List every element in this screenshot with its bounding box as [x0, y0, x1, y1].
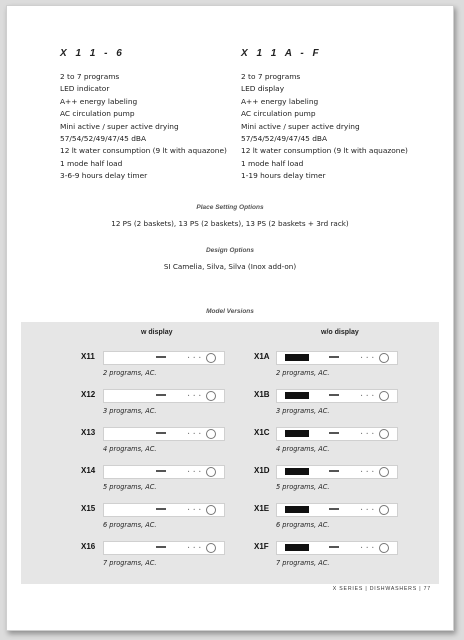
brand-logo-icon [156, 356, 166, 358]
feature-item: 1-19 hours delay timer [241, 171, 326, 181]
feature-item: 2 to 7 programs [60, 72, 120, 81]
model-code: X1C [254, 428, 270, 437]
program-knob-icon [379, 429, 389, 439]
control-buttons-icon: • • • [187, 545, 202, 550]
program-knob-icon [379, 505, 389, 515]
feature-item: 1 mode half load [60, 158, 123, 168]
brand-logo-icon [329, 470, 339, 472]
program-knob-icon [206, 543, 216, 553]
program-knob-icon [206, 429, 216, 439]
feature-item: 12 lt water consumption (9 lt with aquazone) [60, 146, 227, 156]
left-feature-list [60, 71, 240, 183]
feature-item: AC circulation pump [241, 109, 316, 119]
feature-item: 57/54/52/49/47/45 dBA [60, 134, 147, 144]
dishwasher-control-panel-image [103, 503, 225, 517]
control-buttons-icon: • • • [360, 507, 375, 512]
brand-logo-icon [156, 508, 166, 510]
led-display-icon [285, 544, 309, 551]
control-buttons-icon: • • • [360, 545, 375, 550]
model-code: X13 [81, 428, 96, 437]
feature-item: 3-6-9 hours delay timer [60, 171, 148, 181]
program-knob-icon [206, 467, 216, 477]
feature-item: 57/54/52/49/47/45 dBA [241, 134, 328, 144]
document-page [6, 5, 454, 631]
brand-logo-icon [329, 546, 339, 548]
led-display-icon [285, 354, 309, 361]
model-code: X14 [81, 466, 96, 475]
dishwasher-control-panel-image [103, 389, 225, 403]
feature-item: Mini active / super active drying [60, 121, 179, 131]
model-code: X1F [254, 542, 269, 551]
program-knob-icon [206, 391, 216, 401]
program-knob-icon [379, 467, 389, 477]
design-options-title: Design Options [205, 247, 255, 254]
model-caption: 7 programs, AC. [103, 559, 157, 567]
place-setting-text: 12 PS (2 baskets), 13 PS (2 baskets), 13 PS (2 baskets + 3rd rack) [111, 219, 349, 228]
brand-logo-icon [156, 470, 166, 472]
dishwasher-control-panel-image [103, 465, 225, 479]
model-code: X1D [254, 466, 270, 475]
left-spec-title: X 1 1 - 6 [60, 48, 125, 59]
dishwasher-control-panel-image [103, 427, 225, 441]
feature-item: 2 to 7 programs [241, 72, 301, 81]
model-versions-panel [21, 322, 439, 584]
feature-item: 1 mode half load [241, 158, 304, 168]
led-display-icon [285, 392, 309, 399]
control-buttons-icon: • • • [187, 431, 202, 436]
model-code: X1A [254, 352, 270, 361]
control-buttons-icon: • • • [360, 431, 375, 436]
dishwasher-control-panel-image [276, 541, 398, 555]
dishwasher-control-panel-image [276, 351, 398, 365]
control-buttons-icon: • • • [187, 355, 202, 360]
left-spec-column [60, 48, 240, 183]
feature-item: 12 lt water consumption (9 lt with aquazone) [241, 146, 408, 156]
control-buttons-icon: • • • [360, 355, 375, 360]
feature-item: LED indicator [60, 84, 110, 94]
right-feature-list [241, 71, 421, 183]
control-buttons-icon: • • • [360, 469, 375, 474]
model-caption: 3 programs, AC. [103, 407, 157, 415]
feature-item: LED display [241, 84, 285, 94]
control-buttons-icon: • • • [187, 469, 202, 474]
feature-item: Mini active / super active drying [241, 121, 360, 131]
control-buttons-icon: • • • [187, 393, 202, 398]
model-caption: 4 programs, AC. [103, 445, 157, 453]
without-display-header: w/o display [321, 329, 359, 336]
dishwasher-control-panel-image [103, 541, 225, 555]
with-display-header: w display [141, 329, 173, 336]
dishwasher-control-panel-image [276, 465, 398, 479]
model-code: X16 [81, 542, 96, 551]
model-caption: 5 programs, AC. [103, 483, 157, 491]
model-caption: 6 programs, AC. [276, 521, 330, 529]
program-knob-icon [206, 353, 216, 363]
model-caption: 2 programs, AC. [276, 369, 330, 377]
dishwasher-control-panel-image [103, 351, 225, 365]
model-caption: 2 programs, AC. [103, 369, 157, 377]
led-display-icon [285, 468, 309, 475]
feature-item: A++ energy labeling [60, 96, 138, 106]
dishwasher-control-panel-image [276, 503, 398, 517]
brand-logo-icon [329, 356, 339, 358]
right-spec-title: X 1 1 A - F [241, 48, 322, 59]
model-code: X11 [81, 352, 95, 361]
model-code: X1B [254, 390, 270, 399]
dishwasher-control-panel-image [276, 389, 398, 403]
program-knob-icon [379, 391, 389, 401]
model-caption: 5 programs, AC. [276, 483, 330, 491]
model-versions-title: Model Versions [206, 308, 254, 315]
model-caption: 3 programs, AC. [276, 407, 330, 415]
brand-logo-icon [329, 432, 339, 434]
brand-logo-icon [156, 546, 166, 548]
control-buttons-icon: • • • [187, 507, 202, 512]
feature-item: AC circulation pump [60, 109, 135, 119]
model-code: X1E [254, 504, 270, 513]
dishwasher-control-panel-image [276, 427, 398, 441]
brand-logo-icon [156, 394, 166, 396]
model-caption: 7 programs, AC. [276, 559, 330, 567]
led-display-icon [285, 506, 309, 513]
model-caption: 4 programs, AC. [276, 445, 330, 453]
program-knob-icon [206, 505, 216, 515]
right-spec-column [241, 48, 421, 183]
model-code: X12 [81, 390, 96, 399]
model-code: X15 [81, 504, 96, 513]
control-buttons-icon: • • • [360, 393, 375, 398]
model-caption: 6 programs, AC. [103, 521, 157, 529]
brand-logo-icon [329, 508, 339, 510]
page-footer: X SERIES | DISHWASHERS | 77 [332, 586, 431, 592]
design-options-text: SI Camelia, Silva, Silva (Inox add-on) [163, 262, 297, 271]
program-knob-icon [379, 353, 389, 363]
led-display-icon [285, 430, 309, 437]
feature-item: A++ energy labeling [241, 96, 319, 106]
brand-logo-icon [329, 394, 339, 396]
program-knob-icon [379, 543, 389, 553]
place-setting-title: Place Setting Options [196, 204, 264, 211]
brand-logo-icon [156, 432, 166, 434]
